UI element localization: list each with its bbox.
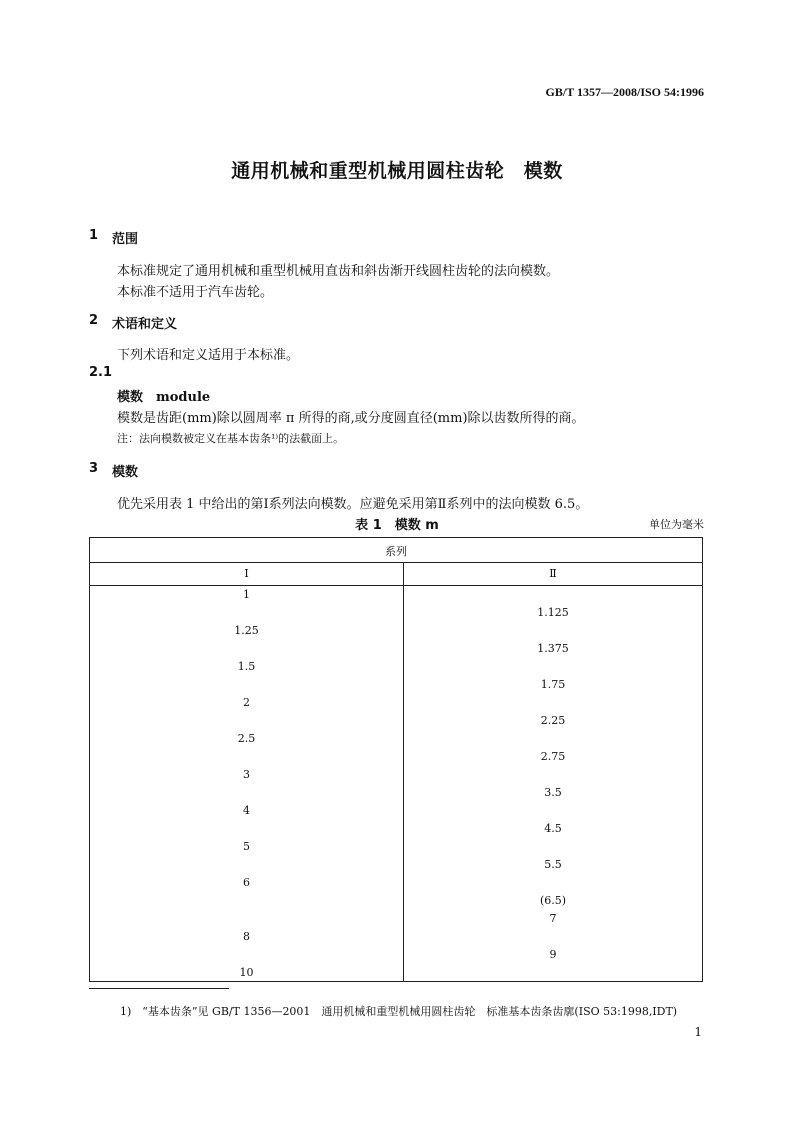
table-cell-series-2: 2.25 <box>540 714 566 727</box>
table-cell-series-1: 1 <box>243 588 250 601</box>
table-cell-series-1: 1.5 <box>237 660 256 673</box>
table-cell-series-1: 3 <box>243 768 250 781</box>
table-unit: 单位为毫米 <box>649 518 704 531</box>
footnote-rule <box>89 988 229 989</box>
modulus-table <box>89 537 703 982</box>
page-number: 1 <box>694 1025 702 1039</box>
table-group-header: 系列 <box>385 545 407 558</box>
table-cell-series-2: 2.75 <box>540 750 566 763</box>
section-2-paragraph-1: 下列术语和定义适用于本标准。 <box>117 348 300 363</box>
table-cell-series-2: 1.375 <box>537 642 569 655</box>
table-cell-series-2: 4.5 <box>544 822 562 835</box>
table-cell-series-1: 6 <box>243 876 250 889</box>
section-3-title: 模数 <box>112 465 139 480</box>
section-2-title: 术语和定义 <box>112 317 178 332</box>
table-rule <box>90 562 702 563</box>
term-definition: 模数是齿距(mm)除以圆周率 π 所得的商,或分度圆直径(mm)除以齿数所得的商。 <box>117 411 585 426</box>
table-cell-series-2: 3.5 <box>544 786 562 799</box>
section-3-number: 3 <box>89 461 99 476</box>
table-col2-header: Ⅱ <box>549 567 557 580</box>
table-cell-series-1: 2 <box>243 696 250 709</box>
footnote: 1) “基本齿条”见 GB/T 1356—2001 通用机械和重型机械用圆柱齿轮 标准基本齿条齿廓(ISO 53:1998,IDT) <box>120 1005 678 1018</box>
table-cell-series-1: 10 <box>239 966 254 979</box>
table-cell-series-1: 4 <box>243 804 250 817</box>
section-1-number: 1 <box>89 228 99 243</box>
section-2-number: 2 <box>89 313 99 328</box>
table-cell-series-2: 1.125 <box>537 606 569 619</box>
table-rule <box>90 585 702 586</box>
table-cell-series-1: 8 <box>243 930 250 943</box>
standard-code: GB/T 1357—2008/ISO 54:1996 <box>545 85 704 99</box>
table-cell-series-1: 5 <box>243 840 250 853</box>
page-title: 通用机械和重型机械用圆柱齿轮 模数 <box>231 160 563 182</box>
table-cell-series-1: 2.5 <box>237 732 256 745</box>
section-1-title: 范围 <box>112 232 139 247</box>
table-col1-header: Ⅰ <box>244 567 249 580</box>
table-caption: 表 1 模数 m <box>355 518 439 533</box>
section-1-paragraph-2: 本标准不适用于汽车齿轮。 <box>117 285 274 300</box>
table-cell-series-2: 9 <box>549 948 557 961</box>
table-cell-series-2: 5.5 <box>544 858 562 871</box>
table-cell-series-2: (6.5) <box>539 894 567 907</box>
table-cell-series-2: 1.75 <box>540 678 566 691</box>
section-1-paragraph-1: 本标准规定了通用机械和重型机械用直齿和斜齿渐开线圆柱齿轮的法向模数。 <box>117 264 560 279</box>
table-cell-series-2: 7 <box>549 912 557 925</box>
term-note: 注：法向模数被定义在基本齿条¹⁾的法截面上。 <box>117 432 345 445</box>
term-module: 模数 module <box>117 390 211 405</box>
section-3-paragraph-1: 优先采用表 1 中给出的第Ⅰ系列法向模数。应避免采用第Ⅱ系列中的法向模数 6.5。 <box>117 497 589 512</box>
table-cell-series-1: 1.25 <box>234 624 259 637</box>
subsection-2-1-number: 2.1 <box>89 365 113 380</box>
